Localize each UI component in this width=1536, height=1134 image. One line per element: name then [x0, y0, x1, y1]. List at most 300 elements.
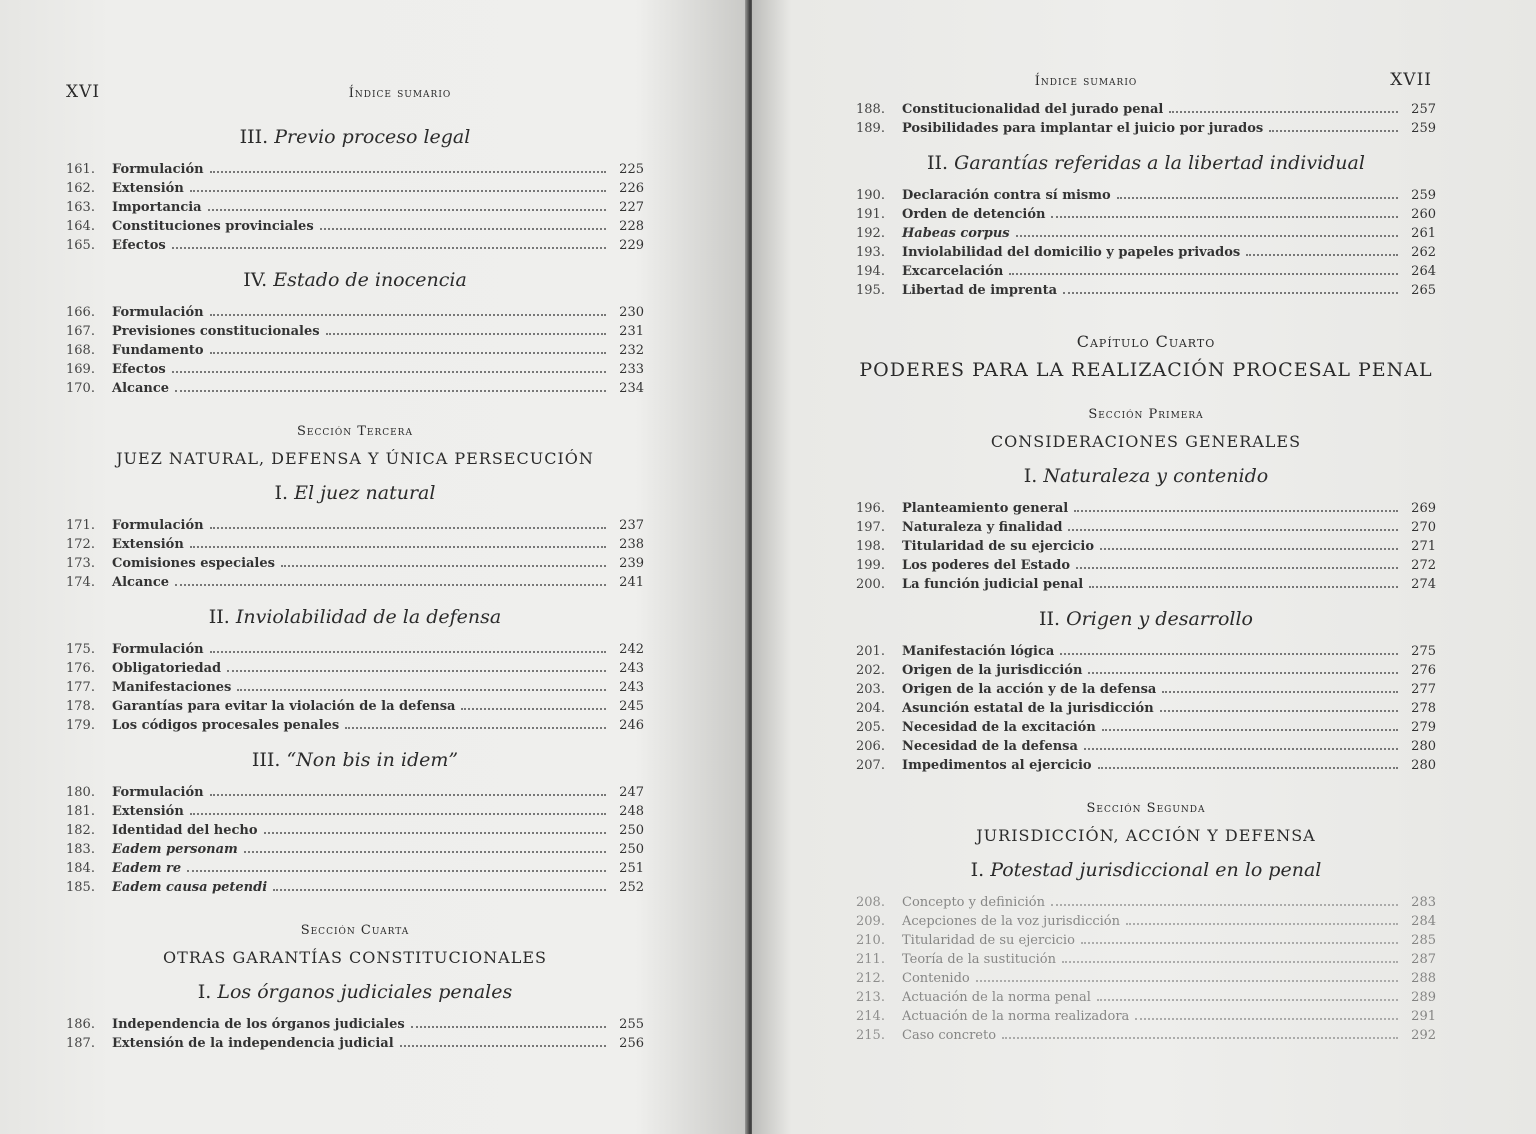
toc-entry [66, 659, 644, 678]
entry-number: 161. [66, 162, 95, 177]
entry-number: 208. [856, 895, 885, 910]
entry-number: 212. [856, 971, 885, 986]
entry-label: Acepciones de la voz jurisdicción [902, 914, 1121, 929]
entry-label: Comisiones especiales [112, 556, 275, 571]
left-page-header [66, 84, 644, 112]
entry-page: 248 [619, 804, 644, 819]
dot-leader [208, 209, 606, 211]
right-page-content [856, 72, 1436, 1045]
dot-leader [172, 371, 606, 373]
dot-leader [400, 1045, 606, 1047]
dot-leader [175, 584, 606, 586]
entry-page: 288 [1411, 971, 1436, 986]
toc-entry [856, 100, 1436, 119]
entry-page: 280 [1411, 739, 1436, 754]
toc-entry [66, 341, 644, 360]
dot-leader [210, 794, 606, 796]
entry-number: 193. [856, 245, 885, 260]
dot-leader [1051, 216, 1398, 218]
entry-page: 280 [1411, 758, 1436, 773]
toc-entry [66, 198, 644, 217]
chapter-number: I. [197, 981, 212, 1003]
entry-number: 183. [66, 842, 95, 857]
section-title: OTRAS GARANTÍAS CONSTITUCIONALES [163, 948, 547, 967]
toc-entry [856, 1026, 1436, 1045]
dot-leader [1063, 292, 1398, 294]
entry-page: 239 [619, 556, 644, 571]
entry-page: 262 [1411, 245, 1436, 260]
entry-label: Efectos [112, 362, 166, 377]
entry-page: 270 [1411, 520, 1436, 535]
entry-number: 171. [66, 518, 95, 533]
entry-page: 252 [619, 880, 644, 895]
dot-leader [190, 813, 606, 815]
entry-number: 211. [856, 952, 885, 967]
toc-entry [856, 950, 1436, 969]
entry-page: 276 [1411, 663, 1436, 678]
toc-entry [66, 236, 644, 255]
entry-number: 170. [66, 381, 95, 396]
entry-number: 196. [856, 501, 885, 516]
entry-page: 257 [1411, 102, 1436, 117]
entry-number: 202. [856, 663, 885, 678]
entry-label: Formulación [112, 305, 204, 320]
entry-number: 187. [66, 1036, 95, 1051]
entry-number: 182. [66, 823, 95, 838]
toc-entry [66, 379, 644, 398]
left-index-body [66, 126, 644, 1053]
entry-page: 230 [619, 305, 644, 320]
chapter-heading [66, 981, 644, 1003]
entry-label: Independencia de los órganos judiciales [112, 1017, 405, 1032]
dot-leader [411, 1026, 606, 1028]
entry-label: Libertad de imprenta [902, 283, 1058, 298]
entry-page: 264 [1411, 264, 1436, 279]
toc-entry [66, 1015, 644, 1034]
chapter-heading [66, 126, 644, 148]
entry-page: 227 [619, 200, 644, 215]
section-label: Sección Primera [1088, 407, 1204, 422]
section-label: Sección Cuarta [300, 923, 410, 938]
entry-label: Efectos [112, 238, 166, 253]
chapter-heading [856, 859, 1436, 881]
toc-entry [856, 186, 1436, 205]
entry-number: 163. [66, 200, 95, 215]
entry-label: Importancia [112, 200, 202, 215]
entry-label: Extensión [112, 537, 184, 552]
entry-number: 203. [856, 682, 885, 697]
entry-label: Impedimentos al ejercicio [902, 758, 1092, 773]
dot-leader [326, 333, 606, 335]
dot-leader [190, 190, 606, 192]
dot-leader [345, 727, 606, 729]
entry-page: 231 [619, 324, 644, 339]
entry-number: 215. [856, 1028, 885, 1043]
entry-label: Extensión [112, 181, 184, 196]
entry-page: 232 [619, 343, 644, 358]
dot-leader [210, 314, 606, 316]
dot-leader [1060, 653, 1398, 655]
entry-label: Origen de la acción y de la defensa [902, 682, 1157, 697]
running-title: Índice sumario [348, 86, 452, 101]
toc-entry [856, 661, 1436, 680]
entry-number: 214. [856, 1009, 885, 1024]
chapter-title-text: Naturaleza y contenido [1043, 465, 1269, 487]
entry-number: 209. [856, 914, 885, 929]
toc-entry [66, 678, 644, 697]
entry-label: Extensión de la independencia judicial [112, 1036, 394, 1051]
toc-entry [856, 281, 1436, 300]
entry-label: Habeas corpus [902, 226, 1010, 241]
entry-number: 175. [66, 642, 95, 657]
dot-leader [1089, 586, 1398, 588]
toc-entry [66, 859, 644, 878]
entry-label: La función judicial penal [902, 577, 1084, 592]
dot-leader [1081, 942, 1398, 944]
page-number: XVI [66, 82, 101, 102]
section-label: Sección Segunda [1086, 801, 1206, 816]
entry-label: Previsiones constitucionales [112, 324, 320, 339]
entry-number: 169. [66, 362, 95, 377]
entry-label: Eadem personam [112, 842, 238, 857]
entry-number: 168. [66, 343, 95, 358]
entry-number: 205. [856, 720, 885, 735]
chapter-title-text: Potestad jurisdiccional en lo penal [990, 859, 1322, 881]
entry-number: 206. [856, 739, 885, 754]
entry-number: 195. [856, 283, 885, 298]
toc-entry [856, 969, 1436, 988]
toc-entry [856, 737, 1436, 756]
dot-leader [172, 247, 606, 249]
entry-page: 259 [1411, 188, 1436, 203]
entry-page: 243 [619, 680, 644, 695]
toc-entry [66, 535, 644, 554]
entry-label: Identidad del hecho [112, 823, 258, 838]
entry-label: Formulación [112, 785, 204, 800]
dot-leader [1084, 748, 1398, 750]
dot-leader [1162, 691, 1398, 693]
dot-leader [187, 870, 606, 872]
dot-leader [461, 708, 606, 710]
dot-leader [273, 889, 606, 891]
dot-leader [1098, 767, 1398, 769]
chapter-heading [66, 269, 644, 291]
entry-number: 186. [66, 1017, 95, 1032]
entry-page: 245 [619, 699, 644, 714]
entry-number: 190. [856, 188, 885, 203]
entry-number: 177. [66, 680, 95, 695]
toc-entry [856, 680, 1436, 699]
toc-entry [66, 160, 644, 179]
toc-entry [66, 783, 644, 802]
chapter-number: III. [239, 126, 269, 148]
entry-number: 173. [66, 556, 95, 571]
toc-entry [66, 802, 644, 821]
entry-number: 167. [66, 324, 95, 339]
entry-label: Extensión [112, 804, 184, 819]
toc-entry [66, 840, 644, 859]
entry-page: 255 [619, 1017, 644, 1032]
dot-leader [210, 352, 606, 354]
entry-label: Contenido [902, 971, 970, 986]
entry-page: 277 [1411, 682, 1436, 697]
entry-number: 192. [856, 226, 885, 241]
dot-leader [1135, 1018, 1398, 1020]
entry-number: 191. [856, 207, 885, 222]
toc-entry [66, 554, 644, 573]
chapter-title-text: Garantías referidas a la libertad individual [954, 152, 1365, 174]
dot-leader [1169, 111, 1398, 113]
entry-number: 172. [66, 537, 95, 552]
entry-number: 198. [856, 539, 885, 554]
toc-entry [66, 322, 644, 341]
dot-leader [1068, 529, 1398, 531]
toc-entry [856, 119, 1436, 138]
chapter-heading [856, 465, 1436, 487]
chapter-heading [66, 482, 644, 504]
entry-label: Eadem causa petendi [112, 880, 268, 895]
entry-label: Alcance [112, 381, 170, 396]
chapter-heading [66, 749, 644, 771]
entry-number: 185. [66, 880, 95, 895]
entry-page: 292 [1411, 1028, 1436, 1043]
dot-leader [1269, 130, 1398, 132]
section-title: JUEZ NATURAL, DEFENSA Y ÚNICA PERSECUCIÓN [116, 449, 594, 468]
toc-entry [66, 179, 644, 198]
toc-entry [856, 537, 1436, 556]
entry-number: 188. [856, 102, 885, 117]
entry-label: Posibilidades para implantar el juicio por jurados [902, 121, 1264, 136]
dot-leader [1097, 999, 1398, 1001]
dot-leader [1102, 729, 1398, 731]
right-page [752, 0, 1536, 1134]
entry-number: 204. [856, 701, 885, 716]
dot-leader [976, 980, 1398, 982]
entry-label: Actuación de la norma penal [902, 990, 1091, 1005]
entry-page: 289 [1411, 990, 1436, 1005]
dot-leader [1051, 904, 1398, 906]
entry-page: 278 [1411, 701, 1436, 716]
entry-number: 164. [66, 219, 95, 234]
toc-entry [856, 1007, 1436, 1026]
entry-label: Necesidad de la defensa [902, 739, 1078, 754]
entry-label: Los poderes del Estado [902, 558, 1070, 573]
entry-number: 213. [856, 990, 885, 1005]
entry-label: Actuación de la norma realizadora [902, 1009, 1130, 1024]
chapter-title-text: Origen y desarrollo [1066, 608, 1253, 630]
chapter-number: I. [274, 482, 289, 504]
entry-label: Titularidad de su ejercicio [902, 539, 1095, 554]
section-title: CONSIDERACIONES GENERALES [990, 432, 1302, 451]
entry-page: 256 [619, 1036, 644, 1051]
entry-label: Concepto y definición [902, 895, 1045, 910]
toc-entry [856, 912, 1436, 931]
entry-page: 233 [619, 362, 644, 377]
chapter-part-title: PODERES PARA LA REALIZACIÓN PROCESAL PENAL [859, 359, 1433, 381]
entry-page: 250 [619, 842, 644, 857]
entry-number: 200. [856, 577, 885, 592]
entry-number: 197. [856, 520, 885, 535]
toc-entry [66, 697, 644, 716]
entry-number: 179. [66, 718, 95, 733]
entry-label: Necesidad de la excitación [902, 720, 1096, 735]
entry-label: Obligatoriedad [112, 661, 222, 676]
chapter-title-text: Estado de inocencia [273, 269, 467, 291]
entry-number: 189. [856, 121, 885, 136]
entry-label: Constituciones provinciales [112, 219, 314, 234]
entry-page: 261 [1411, 226, 1436, 241]
entry-page: 275 [1411, 644, 1436, 659]
dot-leader [1016, 235, 1398, 237]
entry-number: 178. [66, 699, 95, 714]
chapter-number: I. [970, 859, 985, 881]
entry-label: Eadem re [112, 861, 182, 876]
entry-label: Titularidad de su ejercicio [902, 933, 1075, 948]
entry-page: 228 [619, 219, 644, 234]
chapter-heading [856, 152, 1436, 174]
left-page-content [66, 84, 644, 1053]
entry-page: 237 [619, 518, 644, 533]
toc-entry [66, 303, 644, 322]
entry-page: 238 [619, 537, 644, 552]
toc-entry [856, 224, 1436, 243]
entry-label: Formulación [112, 162, 204, 177]
entry-page: 272 [1411, 558, 1436, 573]
toc-entry [856, 205, 1436, 224]
entry-page: 242 [619, 642, 644, 657]
dot-leader [281, 565, 606, 567]
dot-leader [1126, 923, 1398, 925]
chapter-number: II. [927, 152, 949, 174]
chapter-title-text: Inviolabilidad de la defensa [235, 606, 502, 628]
entry-page: 229 [619, 238, 644, 253]
dot-leader [1076, 567, 1398, 569]
chapter-part-label: Capítulo Cuarto [1076, 332, 1216, 351]
dot-leader [175, 390, 606, 392]
dot-leader [1117, 197, 1398, 199]
chapter-heading [66, 606, 644, 628]
entry-label: Asunción estatal de la jurisdicción [902, 701, 1154, 716]
toc-entry [66, 716, 644, 735]
entry-number: 166. [66, 305, 95, 320]
entry-page: 284 [1411, 914, 1436, 929]
entry-label: Orden de detención [902, 207, 1046, 222]
entry-page: 274 [1411, 577, 1436, 592]
entry-label: Constitucionalidad del jurado penal [902, 102, 1164, 117]
dot-leader [1002, 1037, 1398, 1039]
chapter-title-text: Los órganos judiciales penales [217, 981, 513, 1003]
entry-page: 234 [619, 381, 644, 396]
entry-page: 241 [619, 575, 644, 590]
entry-number: 201. [856, 644, 885, 659]
entry-number: 184. [66, 861, 95, 876]
dot-leader [1009, 273, 1398, 275]
entry-page: 291 [1411, 1009, 1436, 1024]
toc-entry [856, 642, 1436, 661]
right-page-header [856, 72, 1436, 100]
entry-label: Formulación [112, 642, 204, 657]
entry-page: 279 [1411, 720, 1436, 735]
entry-number: 176. [66, 661, 95, 676]
entry-number: 207. [856, 758, 885, 773]
toc-entry [66, 1034, 644, 1053]
entry-page: 246 [619, 718, 644, 733]
entry-page: 251 [619, 861, 644, 876]
entry-page: 285 [1411, 933, 1436, 948]
entry-label: Fundamento [112, 343, 204, 358]
dot-leader [210, 651, 606, 653]
toc-entry [856, 699, 1436, 718]
entry-label: Planteamiento general [902, 501, 1069, 516]
toc-entry [856, 893, 1436, 912]
entry-page: 287 [1411, 952, 1436, 967]
right-index-body [856, 100, 1436, 1045]
dot-leader [1100, 548, 1398, 550]
entry-page: 260 [1411, 207, 1436, 222]
chapter-number: II. [1039, 608, 1061, 630]
chapter-number: II. [208, 606, 230, 628]
entry-number: 165. [66, 238, 95, 253]
section-title: JURISDICCIÓN, ACCIÓN Y DEFENSA [976, 826, 1316, 845]
chapter-heading [856, 608, 1436, 630]
dot-leader [264, 832, 606, 834]
entry-number: 180. [66, 785, 95, 800]
entry-label: Excarcelación [902, 264, 1004, 279]
toc-entry [856, 243, 1436, 262]
dot-leader [237, 689, 606, 691]
entry-label: Manifestaciones [112, 680, 232, 695]
chapter-title-text: El juez natural [294, 482, 436, 504]
dot-leader [210, 527, 606, 529]
chapter-number: IV. [243, 269, 268, 291]
section-label: Sección Tercera [297, 424, 413, 439]
toc-entry [856, 718, 1436, 737]
toc-entry [66, 516, 644, 535]
dot-leader [1062, 961, 1398, 963]
dot-leader [320, 228, 606, 230]
toc-entry [856, 575, 1436, 594]
chapter-title-text: “Non bis in idem” [286, 749, 459, 771]
toc-entry [856, 756, 1436, 775]
entry-page: 265 [1411, 283, 1436, 298]
entry-label: Declaración contra sí mismo [902, 188, 1111, 203]
toc-entry [66, 217, 644, 236]
toc-entry [856, 518, 1436, 537]
entry-label: Alcance [112, 575, 170, 590]
toc-entry [66, 878, 644, 897]
entry-label: Inviolabilidad del domicilio y papeles privados [902, 245, 1241, 260]
toc-entry [856, 262, 1436, 281]
toc-entry [66, 821, 644, 840]
toc-entry [856, 499, 1436, 518]
toc-entry [66, 640, 644, 659]
entry-label: Origen de la jurisdicción [902, 663, 1083, 678]
entry-number: 174. [66, 575, 95, 590]
dot-leader [1246, 254, 1398, 256]
entry-label: Los códigos procesales penales [112, 718, 340, 733]
page-number: XVII [1390, 70, 1432, 90]
toc-entry [856, 931, 1436, 950]
entry-page: 247 [619, 785, 644, 800]
toc-entry [66, 573, 644, 592]
dot-leader [1160, 710, 1398, 712]
entry-page: 259 [1411, 121, 1436, 136]
dot-leader [1088, 672, 1398, 674]
dot-leader [210, 171, 606, 173]
entry-number: 199. [856, 558, 885, 573]
dot-leader [244, 851, 606, 853]
dot-leader [190, 546, 606, 548]
